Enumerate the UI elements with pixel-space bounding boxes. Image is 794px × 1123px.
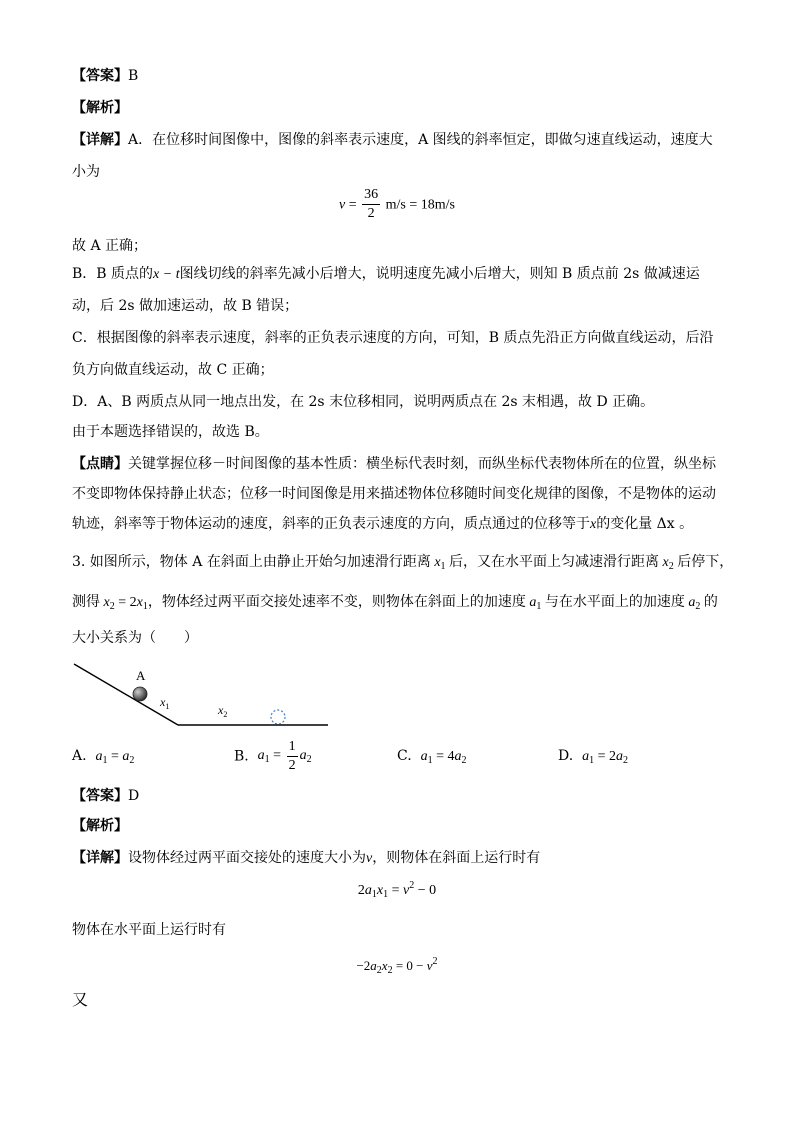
- answer-value: B: [128, 68, 139, 84]
- option-B: B. $a_1$ = $\frac{1}{2}$ $a_2$: [234, 739, 312, 773]
- q3-analysis-tag: 【解析】: [72, 818, 128, 834]
- option-D: D. $a_1 = 2a_2$: [558, 748, 628, 766]
- paragraph-b-cont: 动，后 2s 做加速运动，故 B 错误；: [72, 298, 299, 314]
- answer-line: [72, 66, 138, 86]
- q3-answer-tag: 【答案】: [72, 788, 128, 804]
- incline-figure: [70, 660, 340, 740]
- q3-horizontal-line: 物体在水平面上运行时有: [72, 922, 226, 938]
- dianjing-tag: 【点睛】: [72, 456, 128, 472]
- paragraph-c-cont: 负方向做直线运动，故 C 正确；: [72, 362, 274, 378]
- paragraph-b: B．B 质点的x − t图线切线的斜率先减小后增大，说明速度先减小后增大，则知 B 质点前 2s 做减速运: [72, 266, 700, 282]
- analysis-tag: 【解析】: [72, 100, 128, 116]
- q3-also-line: 又: [72, 990, 89, 1009]
- dianjing-paragraph: 【点睛】关键掌握位移－时间图像的基本性质：横坐标代表时刻，而纵坐标代表物体所在的位置，纵坐标: [72, 456, 716, 472]
- equation-velocity: v = $\frac{36}{2}$ m/s = 18m/s: [339, 187, 455, 221]
- conclusion: 由于本题选择错误的，故选 B。: [72, 424, 269, 440]
- detail-paragraph-a-cont: 小为: [72, 164, 100, 180]
- question-3-line-3: 大小关系为（ ）: [72, 630, 198, 646]
- detail-tag: 【详解】: [72, 132, 128, 148]
- paragraph-d: D．A、B 两质点从同一地点出发，在 2s 末位移相同，说明两质点在 2s 末相遇，故 D 正确。: [72, 394, 655, 410]
- paragraph-c: C．根据图像的斜率表示速度，斜率的正负表示速度的方向，可知，B 质点先沿正方向做直线运动，后沿: [72, 330, 714, 346]
- answer-tag: 【答案】: [72, 68, 128, 84]
- q3-detail-tag: 【详解】: [72, 850, 128, 866]
- q3-answer-value: D: [128, 788, 140, 804]
- detail-paragraph-a: 【详解】A．在位移时间图像中，图像的斜率表示速度，A 图线的斜率恒定，即做匀速直线运动，速度大: [72, 132, 713, 148]
- dianjing-paragraph-cont-1: 不变即物体保持静止状态；位移一时间图像是用来描述物体位移随时间变化规律的图像，不是物体的运动: [72, 486, 716, 502]
- q3-answer-line: [72, 786, 139, 806]
- dianjing-paragraph-cont-2: 轨迹，斜率等于物体运动的速度，斜率的正负表示速度的方向，质点通过的位移等于x的变化量 Δx 。: [72, 516, 694, 532]
- option-C: C. $a_1 = 4a_2$: [397, 748, 467, 766]
- label-A: A: [136, 668, 146, 683]
- paragraph-a-correct: 故 A 正确；: [72, 238, 148, 254]
- question-3-line-2: 测得 $x_2 = 2x_1$，物体经过两平面交接处速率不变，则物体在斜面上的加速度 $a_1$ 与在水平面上的加速度 $a_2$ 的: [72, 594, 718, 612]
- label-x1: $x_1$: [160, 695, 170, 711]
- label-x2: $x_2$: [218, 703, 228, 719]
- question-3-line-1: 3. 如图所示，物体 A 在斜面上由静止开始匀加速滑行距离 $x_1$ 后，又在水平面上匀减速滑行距离 $x_2$ 后停下，: [72, 554, 734, 572]
- ball-A: [133, 687, 147, 701]
- q3-detail-line: 【详解】设物体经过两平面交接处的速度大小为v，则物体在斜面上运行时有: [72, 850, 541, 866]
- equation-horizontal: $-2a_2x_2 = 0 - v^2$: [356, 956, 438, 976]
- equation-incline: $2a_1x_1 = v^2 - 0$: [357, 880, 437, 900]
- final-position-dashed-circle: [271, 710, 285, 724]
- option-A: A. $a_1 = a_2$: [72, 748, 135, 766]
